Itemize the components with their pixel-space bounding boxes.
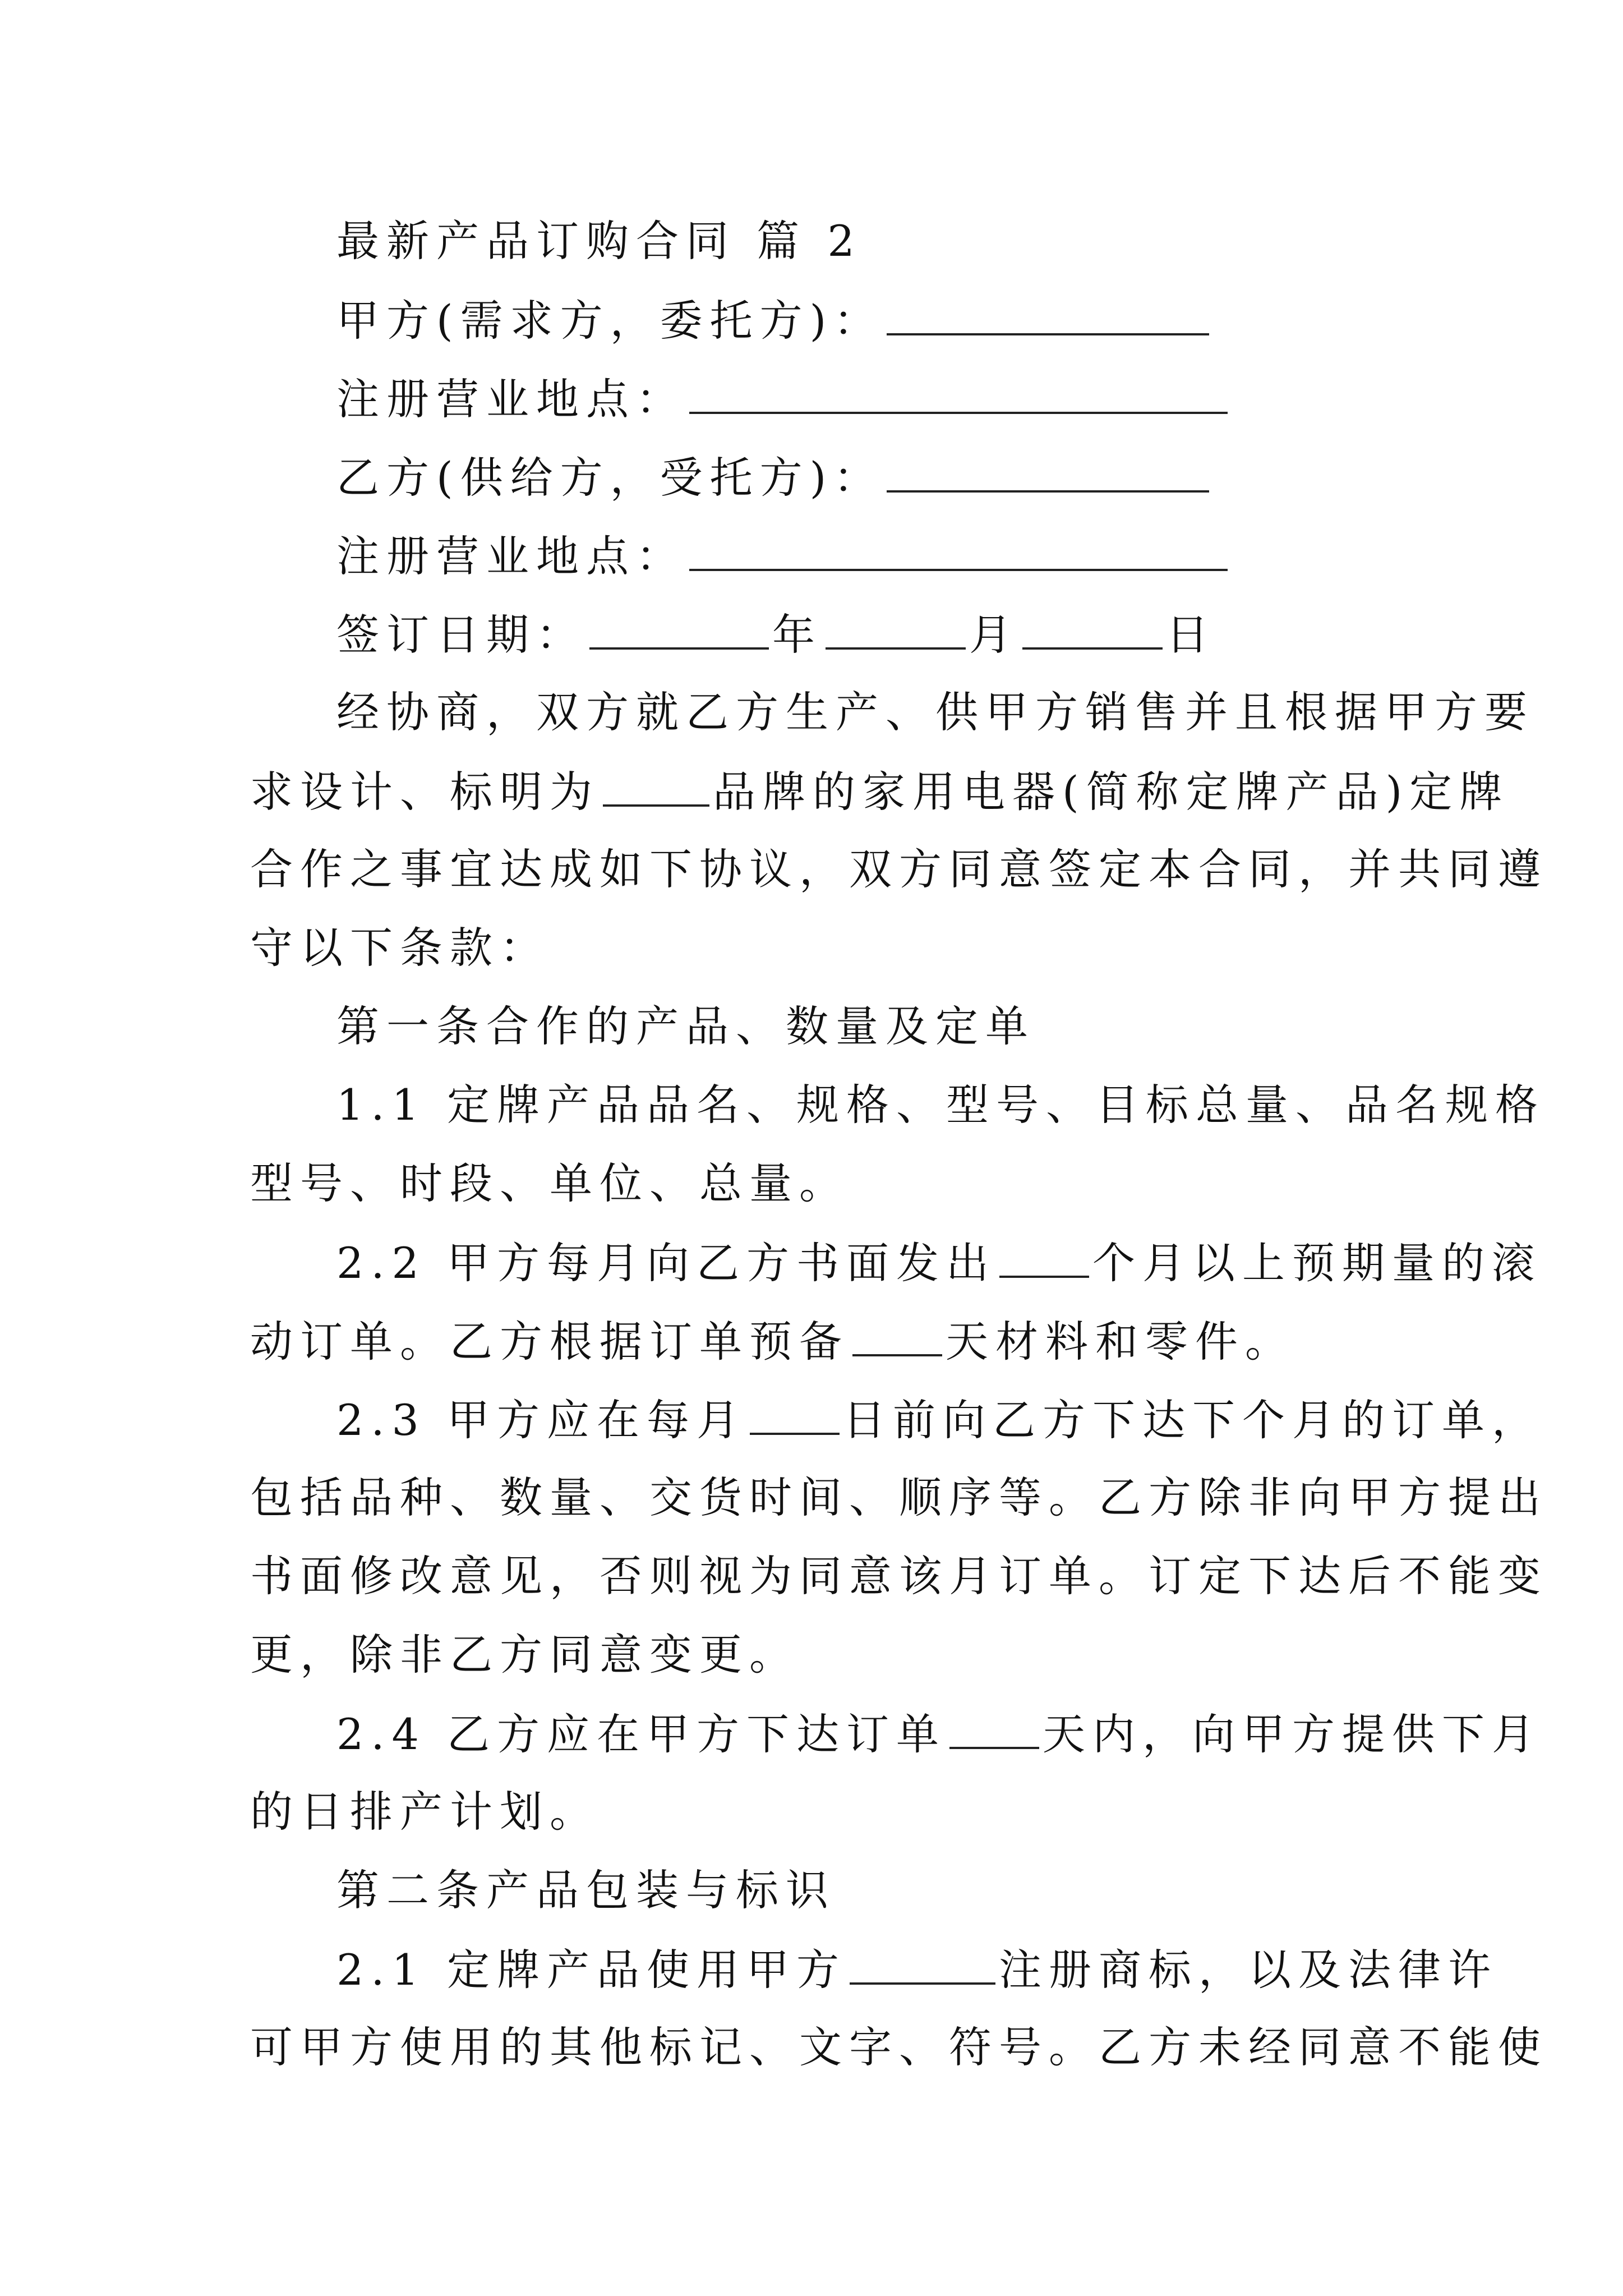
party-a-label: 甲方(需求方，委托方)： [336, 296, 884, 346]
day-of-month-blank [750, 1398, 840, 1435]
intro-text: 品牌的家用电器(简称定牌产品)定牌 [713, 767, 1510, 817]
clause-text: 天内，向甲方提供下月 [1043, 1709, 1542, 1759]
clause-text: 2.4 乙方应在甲方下达订单 [336, 1709, 947, 1759]
clause-2-2-line-1 [336, 1238, 1542, 1288]
clause-text: 个月以上预期量的滚 [1092, 1238, 1542, 1288]
party-b-blank [887, 455, 1209, 493]
party-b-line [336, 453, 1212, 503]
party-a-blank [887, 298, 1209, 335]
year-blank [589, 613, 769, 650]
clause-1-1-line-2: 型号、时段、单位、总量。 [250, 1158, 849, 1208]
months-blank [999, 1241, 1089, 1278]
intro-line-2 [250, 767, 1510, 817]
intro-line-1: 经协商，双方就乙方生产、供甲方销售并且根据甲方要 [336, 687, 1534, 737]
clause-2-3-line-4: 更，除非乙方同意变更。 [250, 1630, 799, 1680]
clause-2-4-line-2: 的日排产计划。 [250, 1787, 600, 1837]
trademark-blank [850, 1948, 995, 1985]
month-label: 月 [969, 610, 1019, 660]
address-a-blank [689, 377, 1228, 414]
brand-blank [603, 770, 709, 807]
clause-text: 2.3 甲方应在每月 [336, 1395, 747, 1445]
address-b-line [336, 531, 1231, 581]
day-blank [1022, 613, 1163, 650]
address-b-blank [689, 534, 1228, 571]
clause-text: 注册商标，以及法律许 [999, 1945, 1498, 1995]
clause-2-4-line-1 [336, 1709, 1542, 1759]
intro-line-3: 合作之事宜达成如下协议，双方同意签定本合同，并共同遵 [250, 844, 1548, 894]
month-blank [826, 613, 966, 650]
clause-1-1-line-1: 1.1 定牌产品品名、规格、型号、目标总量、品名规格 [336, 1080, 1546, 1130]
clause-text: 天材料和零件。 [946, 1317, 1295, 1366]
article-1-heading: 第一条合作的产品、数量及定单 [336, 1001, 1035, 1051]
day-label: 日 [1166, 610, 1216, 660]
address-b-label: 注册营业地点： [336, 531, 686, 581]
year-label: 年 [772, 610, 822, 660]
clause-text: 2.2 甲方每月向乙方书面发出 [336, 1238, 997, 1288]
address-a-line [336, 374, 1231, 424]
clause-text: 日前向乙方下达下个月的订单， [843, 1395, 1542, 1445]
address-a-label: 注册营业地点： [336, 374, 686, 424]
days-blank [852, 1319, 942, 1356]
clause-2-2-line-2 [250, 1317, 1295, 1366]
party-a-line [336, 296, 1212, 346]
clause-text: 动订单。乙方根据订单预备 [250, 1317, 849, 1366]
intro-line-4: 守以下条款： [250, 923, 550, 973]
clause-text: 2.1 定牌产品使用甲方 [336, 1945, 847, 1995]
clause-2-1-line-1 [336, 1945, 1498, 1995]
signing-date-line [336, 610, 1216, 660]
party-b-label: 乙方(供给方，受托方)： [336, 453, 884, 503]
clause-2-3-line-2: 包括品种、数量、交货时间、顺序等。乙方除非向甲方提出 [250, 1473, 1548, 1522]
clause-2-1-line-2: 可甲方使用的其他标记、文字、符号。乙方未经同意不能使 [250, 2022, 1548, 2072]
clause-2-3-line-3: 书面修改意见，否则视为同意该月订单。订定下达后不能变 [250, 1551, 1548, 1601]
contract-title: 最新产品订购合同 篇 2 [336, 216, 862, 266]
clause-2-3-line-1 [336, 1395, 1542, 1445]
article-2-heading: 第二条产品包装与标识 [336, 1865, 836, 1915]
intro-text: 求设计、标明为 [250, 767, 600, 817]
days-blank [949, 1712, 1039, 1749]
signing-date-label: 签订日期： [336, 610, 586, 660]
